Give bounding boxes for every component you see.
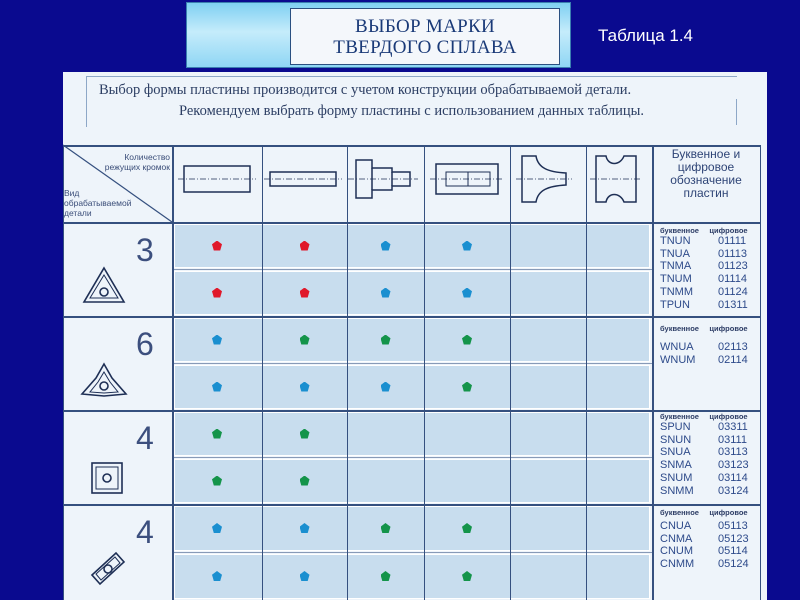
- code-row: [660, 299, 760, 312]
- letter-code: CNUA: [660, 520, 692, 532]
- code-row: [660, 533, 760, 546]
- edge-count: 4: [136, 514, 154, 550]
- table-v-line: [424, 145, 425, 600]
- letter-code: WNUA: [660, 341, 694, 353]
- table-v-line: [652, 145, 654, 600]
- letter-code: TNUM: [660, 273, 692, 286]
- designation-codes: [660, 324, 760, 366]
- digit-code: 02114: [718, 353, 748, 366]
- code-row: [660, 520, 760, 533]
- letter-code: WNUM: [660, 353, 696, 366]
- table-row-split: [172, 363, 652, 364]
- codes-column-headers: буквенное цифровое: [660, 508, 748, 517]
- table-h-line: [63, 504, 760, 506]
- digit-code: 05123: [718, 532, 749, 545]
- digit-code: 03114: [718, 471, 748, 484]
- table-v-line: [172, 145, 174, 600]
- edge-count: 6: [136, 326, 154, 362]
- title-line-1: ВЫБОР МАРКИ: [355, 15, 495, 37]
- letter-code: SNUN: [660, 433, 692, 446]
- letter-code: SNUA: [660, 446, 691, 459]
- part-groove-icon: [590, 156, 642, 202]
- data-cell-row: [174, 459, 650, 503]
- code-row: [660, 472, 760, 485]
- digit-code: 01124: [718, 285, 748, 298]
- letter-code: TNMM: [660, 285, 693, 298]
- table-h-line: [63, 410, 760, 412]
- table-v-line: [510, 145, 511, 600]
- part-plain-shaft-icon: [178, 166, 256, 192]
- data-cell-row: [174, 506, 650, 551]
- letter-code: CNMM: [660, 558, 695, 571]
- letter-code: SNMA: [660, 459, 692, 472]
- code-row: [660, 354, 760, 367]
- digit-code: 03111: [718, 433, 747, 446]
- digit-code: 01311: [718, 298, 748, 311]
- letter-code: SPUN: [660, 421, 691, 433]
- code-row: [660, 545, 760, 558]
- square-insert-icon: [92, 463, 122, 493]
- code-row: [660, 485, 760, 498]
- part-sleeve-icon: [430, 164, 504, 194]
- digit-code: 03123: [718, 459, 749, 472]
- letter-code: TNUN: [660, 235, 691, 247]
- letter-code: TPUN: [660, 298, 690, 311]
- codes-column-headers: буквенное цифровое: [660, 324, 748, 333]
- data-cell-row: [174, 224, 650, 268]
- code-row: [660, 459, 760, 472]
- digit-code: 02113: [718, 341, 748, 353]
- digit-code: 01113: [718, 247, 747, 260]
- code-row: [660, 260, 760, 273]
- code-row: [660, 286, 760, 299]
- edge-count: 3: [136, 232, 154, 268]
- digit-code: 03124: [718, 484, 749, 497]
- table-h-line: [63, 316, 760, 318]
- note-line-1: Выбор формы пластины производится с учетом конструкции обрабатываемой детали.: [99, 82, 632, 98]
- data-cell-row: [174, 412, 650, 456]
- table-number: Таблица 1.4: [598, 26, 694, 45]
- trigon-insert-icon: [82, 364, 126, 396]
- letter-code: SNUM: [660, 471, 693, 484]
- digit-code: 03113: [718, 446, 748, 459]
- part-profile-icon: [516, 156, 572, 202]
- codes-column-headers: буквенное цифровое: [660, 412, 748, 421]
- code-row: [660, 341, 760, 354]
- code-row: [660, 248, 760, 261]
- designation-codes: [660, 412, 760, 497]
- letter-code: TNUA: [660, 247, 690, 260]
- digit-code: 01111: [718, 235, 747, 247]
- digit-code: 03311: [718, 421, 748, 433]
- table-h-line: [63, 145, 760, 147]
- code-row: [660, 558, 760, 571]
- digit-code: 05114: [718, 545, 748, 558]
- table-row-split: [172, 269, 652, 270]
- codes-column-headers: буквенное цифровое: [660, 226, 748, 235]
- table-v-line: [760, 145, 761, 600]
- letter-code: TNMA: [660, 260, 692, 273]
- letter-code: SNMM: [660, 484, 694, 497]
- data-cell-row: [174, 271, 650, 315]
- digit-code: 05113: [718, 520, 748, 532]
- code-row: [660, 235, 760, 248]
- digit-code: 05124: [718, 558, 749, 571]
- table-row-split: [172, 457, 652, 458]
- table-v-line: [262, 145, 263, 600]
- code-row: [660, 446, 760, 459]
- rhombic-insert-icon: [92, 553, 124, 584]
- code-row: [660, 421, 760, 434]
- letter-code: CNMA: [660, 532, 693, 545]
- table-row-split: [172, 552, 652, 553]
- table-v-line: [347, 145, 348, 600]
- digit-code: 01114: [718, 273, 747, 286]
- data-cell-row: [174, 365, 650, 409]
- designation-header: Буквенное и цифровое обозначение пластин: [670, 147, 742, 200]
- designation-codes: [660, 508, 760, 571]
- digit-code: 01123: [718, 260, 748, 273]
- code-row: [660, 434, 760, 447]
- title-line-2: ТВЕРДОГО СПЛАВА: [333, 36, 517, 58]
- letter-code: CNUM: [660, 545, 693, 558]
- corner-part-label: Вид обрабатываемой детали: [64, 188, 132, 218]
- triangle-insert-icon: [84, 268, 124, 302]
- data-cell-row: [174, 318, 650, 362]
- edge-count: 4: [136, 420, 154, 456]
- part-stepped-shaft-icon: [348, 160, 418, 198]
- code-row: [660, 273, 760, 286]
- table-h-line: [63, 222, 760, 224]
- designation-codes: [660, 226, 760, 311]
- part-long-shaft-icon: [264, 172, 342, 186]
- table-v-line: [586, 145, 587, 600]
- note-line-2: Рекомендуем выбрать форму пластины с использованием данных таблицы.: [179, 103, 645, 119]
- corner-edges-label: Количество режущих кромок: [104, 152, 170, 172]
- data-cell-row: [174, 554, 650, 599]
